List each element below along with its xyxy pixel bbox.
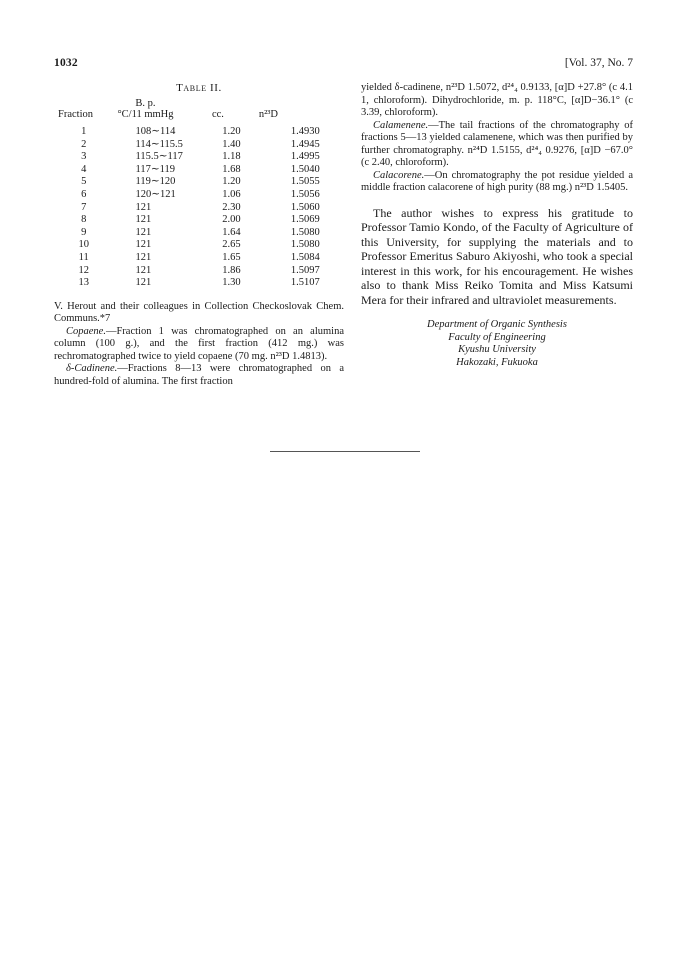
address-faculty: Faculty of Engineering	[448, 331, 546, 343]
cell-nd: 1.5060	[290, 201, 320, 213]
table-caption: Table II.	[176, 82, 222, 94]
copaene-paragraph	[54, 326, 344, 364]
calacorene-body: —On chromatography the pot residue yielded a middle fraction calacorene of high purity (88 mg.) n²³D 1.5405.	[361, 169, 633, 193]
table-row	[54, 151, 344, 164]
copaene-body: —Fraction 1 was chromatographed on an alumina column (100 g.), and the first fraction (412 mg.) was rechromatographed twice to yield copaene (70 mg. n²³D 1.4813).	[54, 325, 344, 362]
right-column	[361, 82, 633, 369]
cell-bp: 115.5∼117	[135, 151, 183, 163]
acknowledgement-paragraph: The author wishes to express his gratitude to Professor Tamio Kondo, of the Faculty of Agriculture of this University, for supplying the materials and to Professor Emeritus Saburo Akiyoshi, who took a special interest in this work, for his encouragement. He wishes also to thank Miss Reiko Tomita and Miss Katsumi Mera for their infrared and ultraviolet measurements.	[361, 205, 633, 307]
cell-nd: 1.4995	[290, 151, 320, 163]
cell-bp: 120∼121	[135, 189, 176, 201]
cell-nd: 1.5056	[290, 189, 320, 201]
cell-fraction: 8	[81, 214, 87, 226]
cell-cc: 1.86	[222, 264, 241, 276]
cell-nd: 1.5084	[290, 252, 320, 264]
cell-bp: 121	[135, 264, 152, 276]
cell-nd: 1.5080	[290, 226, 320, 238]
cell-fraction: 12	[78, 264, 89, 276]
running-header	[54, 57, 633, 73]
cadinene-heading: δ-Cadinene.	[66, 363, 118, 375]
left-column	[54, 82, 344, 388]
cell-cc: 1.18	[222, 151, 241, 163]
cell-bp: 121	[135, 226, 152, 238]
cell-fraction: 7	[81, 201, 87, 213]
cell-fraction: 4	[81, 163, 87, 175]
cell-bp: 121	[135, 277, 152, 289]
herout-reference: V. Herout and their colleagues in Collection Checkoslovak Chem. Communs.*7	[54, 300, 344, 325]
page-number: 1032	[54, 57, 78, 69]
table-row	[54, 252, 344, 265]
table-row	[54, 139, 344, 152]
cell-cc: 1.20	[222, 176, 241, 188]
address-location: Hakozaki, Fukuoka	[456, 356, 538, 368]
col-header-nd: n²³D	[258, 108, 279, 120]
left-body-text	[54, 301, 344, 389]
cell-cc: 1.20	[222, 126, 241, 138]
col-header-bp-line1: B. p.	[135, 97, 156, 109]
table-body	[54, 126, 344, 290]
cell-fraction: 5	[81, 176, 87, 188]
address-university: Kyushu University	[458, 344, 536, 355]
cell-cc: 1.68	[222, 163, 241, 175]
cell-cc: 1.40	[222, 138, 241, 150]
cell-bp: 121	[135, 201, 152, 213]
table-row	[54, 265, 344, 278]
cell-bp: 114∼115.5	[135, 138, 183, 150]
cell-fraction: 10	[78, 239, 89, 251]
table-row	[54, 227, 344, 240]
cell-fraction: 9	[81, 226, 87, 238]
cell-nd: 1.4945	[290, 138, 320, 150]
cadinene-paragraph	[54, 363, 344, 388]
cell-nd: 1.4930	[290, 126, 320, 138]
col-header-fraction: Fraction	[58, 108, 93, 120]
cell-nd: 1.5069	[290, 214, 320, 226]
author-address	[361, 319, 633, 369]
table-row	[54, 239, 344, 252]
table-row	[54, 176, 344, 189]
col-header-bp-line2: °C/11 mmHg	[117, 108, 174, 120]
table-row	[54, 164, 344, 177]
table-header-row	[54, 98, 344, 127]
cell-fraction: 2	[81, 138, 87, 150]
cell-cc: 2.65	[222, 239, 241, 251]
table-row	[54, 202, 344, 215]
cell-bp: 119∼120	[135, 176, 176, 188]
table-row	[54, 214, 344, 227]
cell-bp: 108∼114	[135, 126, 176, 138]
cell-nd: 1.5080	[290, 239, 320, 251]
cell-cc: 2.30	[222, 201, 241, 213]
cadinene-continued: yielded δ-cadinene, n²³D 1.5072, d²⁴₄ 0.9133, [α]D +27.8° (c 4.1 1, chloroform). Dihydrochloride, m. p. 118°C, [α]D−36.1° (c 3.39, chloroform).	[361, 82, 633, 118]
cell-fraction: 6	[81, 189, 87, 201]
cell-bp: 121	[135, 214, 152, 226]
fraction-table	[54, 98, 344, 290]
calacorene-paragraph	[361, 170, 633, 195]
table-row	[54, 126, 344, 139]
cell-cc: 1.30	[222, 277, 241, 289]
calamenene-heading: Calamenene.	[373, 119, 429, 131]
cell-bp: 121	[135, 252, 152, 264]
cell-fraction: 11	[78, 252, 89, 264]
cell-fraction: 3	[81, 151, 87, 163]
address-department: Department of Organic Synthesis	[427, 319, 567, 330]
cell-bp: 117∼119	[135, 163, 175, 175]
cell-nd: 1.5097	[290, 264, 320, 276]
table-row	[54, 189, 344, 202]
copaene-heading: Copaene.	[66, 325, 106, 337]
cell-cc: 1.06	[222, 189, 241, 201]
cell-nd: 1.5040	[290, 163, 320, 175]
col-header-bp	[113, 98, 208, 127]
cell-cc: 2.00	[222, 214, 241, 226]
table-row	[54, 277, 344, 290]
cell-fraction: 13	[78, 277, 89, 289]
calamenene-body: —The tail fractions of the chromatography of fractions 5—13 yielded calamenene, which was then purified by further chromatography. n²⁴D 1.5155, d²⁴₄ 0.9276, [α]D −67.0° (c 2.40, chloroform).	[361, 119, 633, 168]
calacorene-heading: Calacorene.	[373, 169, 425, 181]
cell-nd: 1.5107	[290, 277, 320, 289]
journal-volume: [Vol. 37, No. 7	[564, 57, 633, 69]
cell-fraction: 1	[81, 126, 87, 138]
cell-cc: 1.65	[222, 252, 241, 264]
cadinene-body: —Fractions 8—13 were chromatographed on a hundred-fold of alumina. The first fraction	[54, 363, 344, 387]
col-header-cc: cc.	[211, 108, 224, 120]
cell-nd: 1.5055	[290, 176, 320, 188]
end-rule	[270, 451, 420, 452]
cell-cc: 1.64	[222, 226, 241, 238]
cell-bp: 121	[135, 239, 152, 251]
calamenene-paragraph	[361, 120, 633, 170]
